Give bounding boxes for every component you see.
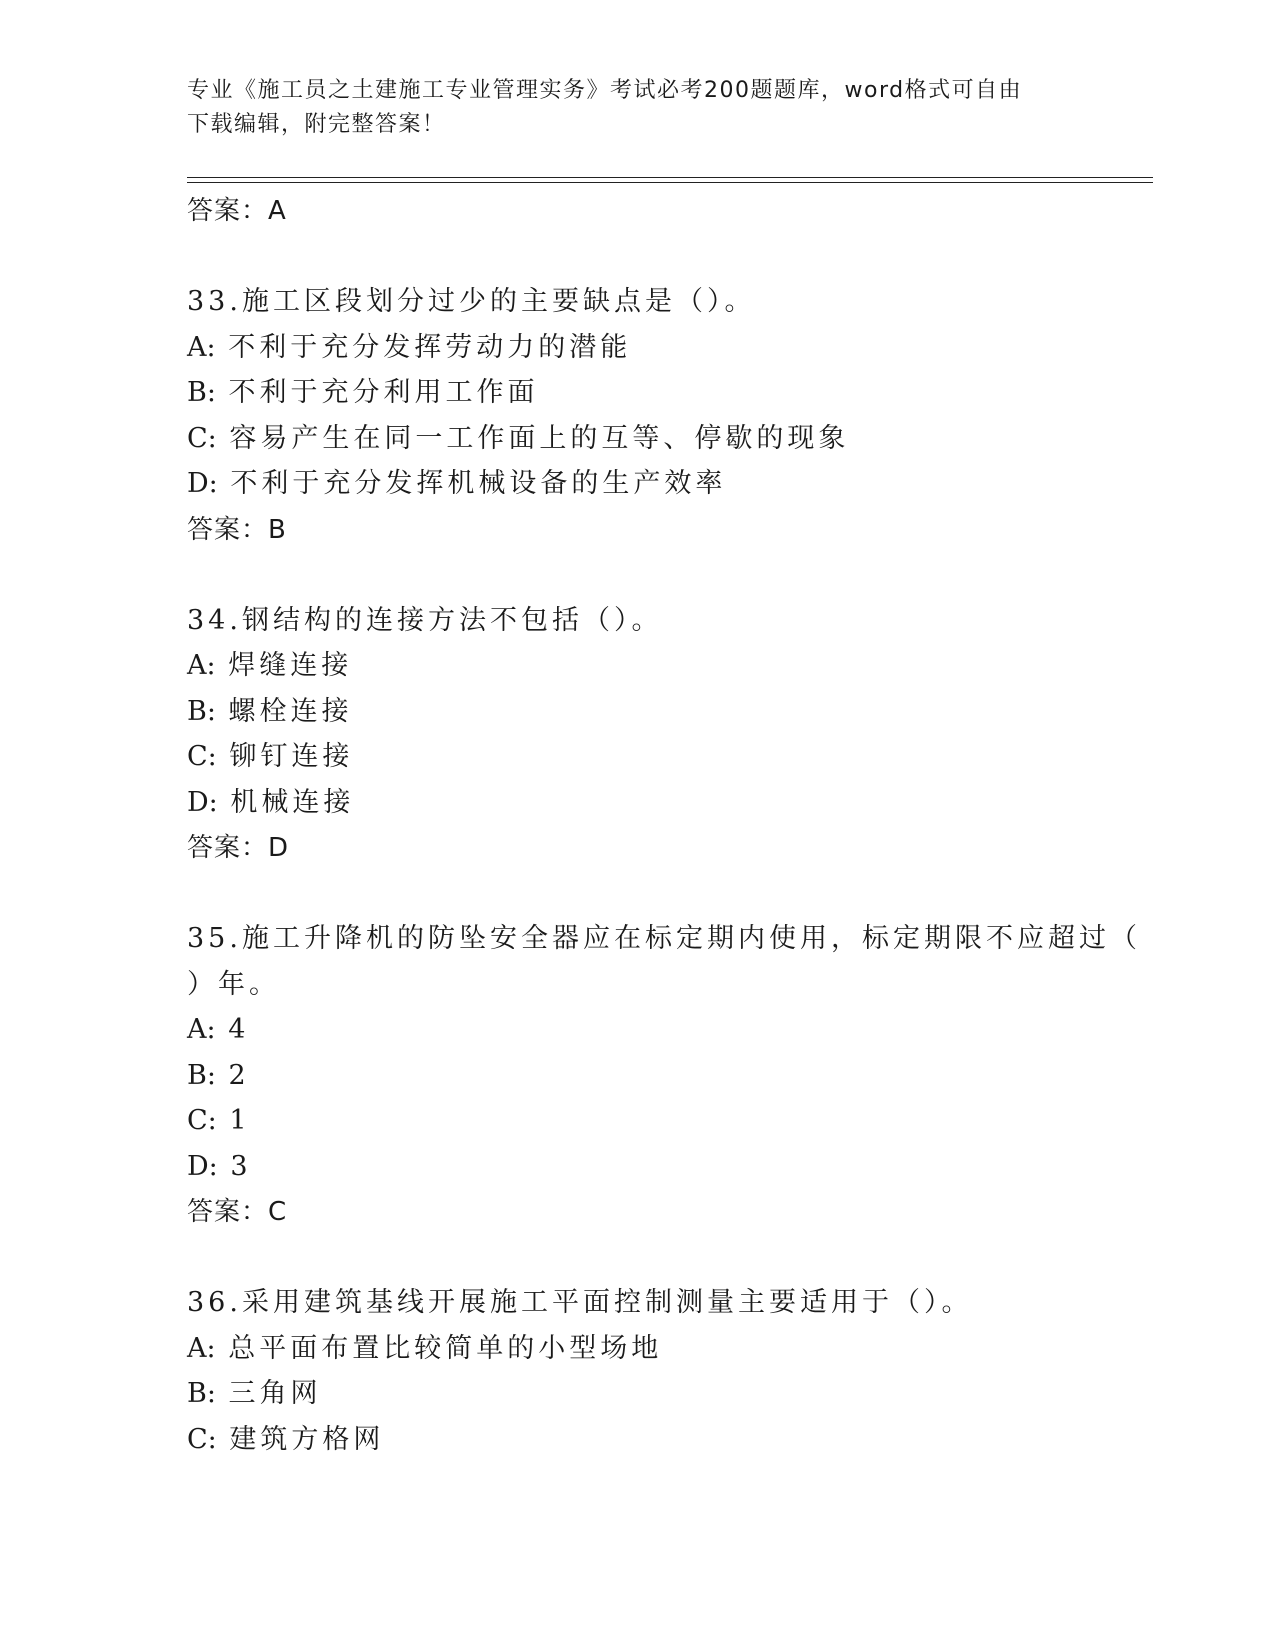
header-divider-top xyxy=(187,177,1153,178)
spacer xyxy=(187,234,1087,279)
document-header xyxy=(187,74,1087,142)
spacer xyxy=(187,871,1087,916)
question-35 xyxy=(187,916,1141,1007)
header-divider-bottom xyxy=(187,182,1153,183)
spacer xyxy=(187,553,1087,598)
option-b: B: 螺栓连接 xyxy=(187,695,353,727)
question-list xyxy=(187,188,1141,1462)
option-d: D: 机械连接 xyxy=(187,786,355,818)
option-c: C: 建筑方格网 xyxy=(187,1423,385,1455)
question-text-continued: ）年。 xyxy=(187,968,280,1000)
option-c: C: 容易产生在同一工作面上的互等、停歇的现象 xyxy=(187,422,850,454)
question-36 xyxy=(187,1280,1087,1326)
option-b: B: 不利于充分利用工作面 xyxy=(187,377,539,408)
option-c: C: 1 xyxy=(187,1105,251,1136)
option-a: A: 总平面布置比较简单的小型场地 xyxy=(187,1332,663,1364)
option-a: A: 焊缝连接 xyxy=(187,650,353,681)
spacer xyxy=(187,1235,1087,1280)
option-d: D: 3 xyxy=(187,1150,252,1182)
answer-label: 答案：A xyxy=(187,196,287,226)
header-line-1: 专业《施工员之土建施工专业管理实务》考试必考200题题库，word格式可自由 xyxy=(187,78,1023,103)
option-a: A: 不利于充分发挥劳动力的潜能 xyxy=(187,331,632,363)
answer-label: 答案：B xyxy=(187,514,287,545)
header-line-2: 下载编辑，附完整答案！ xyxy=(187,112,446,137)
option-b: B: 2 xyxy=(187,1059,250,1091)
question-text: 36.采用建筑基线开展施工平面控制测量主要适用于（）。 xyxy=(187,1287,973,1318)
option-d: D: 不利于充分发挥机械设备的生产效率 xyxy=(187,468,727,499)
question-text: 33.施工区段划分过少的主要缺点是（）。 xyxy=(187,286,756,317)
option-c: C: 铆钉连接 xyxy=(187,741,354,772)
question-33 xyxy=(187,279,1087,325)
answer-label: 答案：D xyxy=(187,833,290,863)
option-a: A: 4 xyxy=(187,1014,250,1045)
option-b: B: 三角网 xyxy=(187,1378,322,1409)
question-text: 35.施工升降机的防坠安全器应在标定期内使用，标定期限不应超过（ xyxy=(187,923,1141,954)
answer-label: 答案：C xyxy=(187,1197,288,1227)
question-34 xyxy=(187,598,1087,644)
question-text: 34.钢结构的连接方法不包括（）。 xyxy=(187,604,663,636)
